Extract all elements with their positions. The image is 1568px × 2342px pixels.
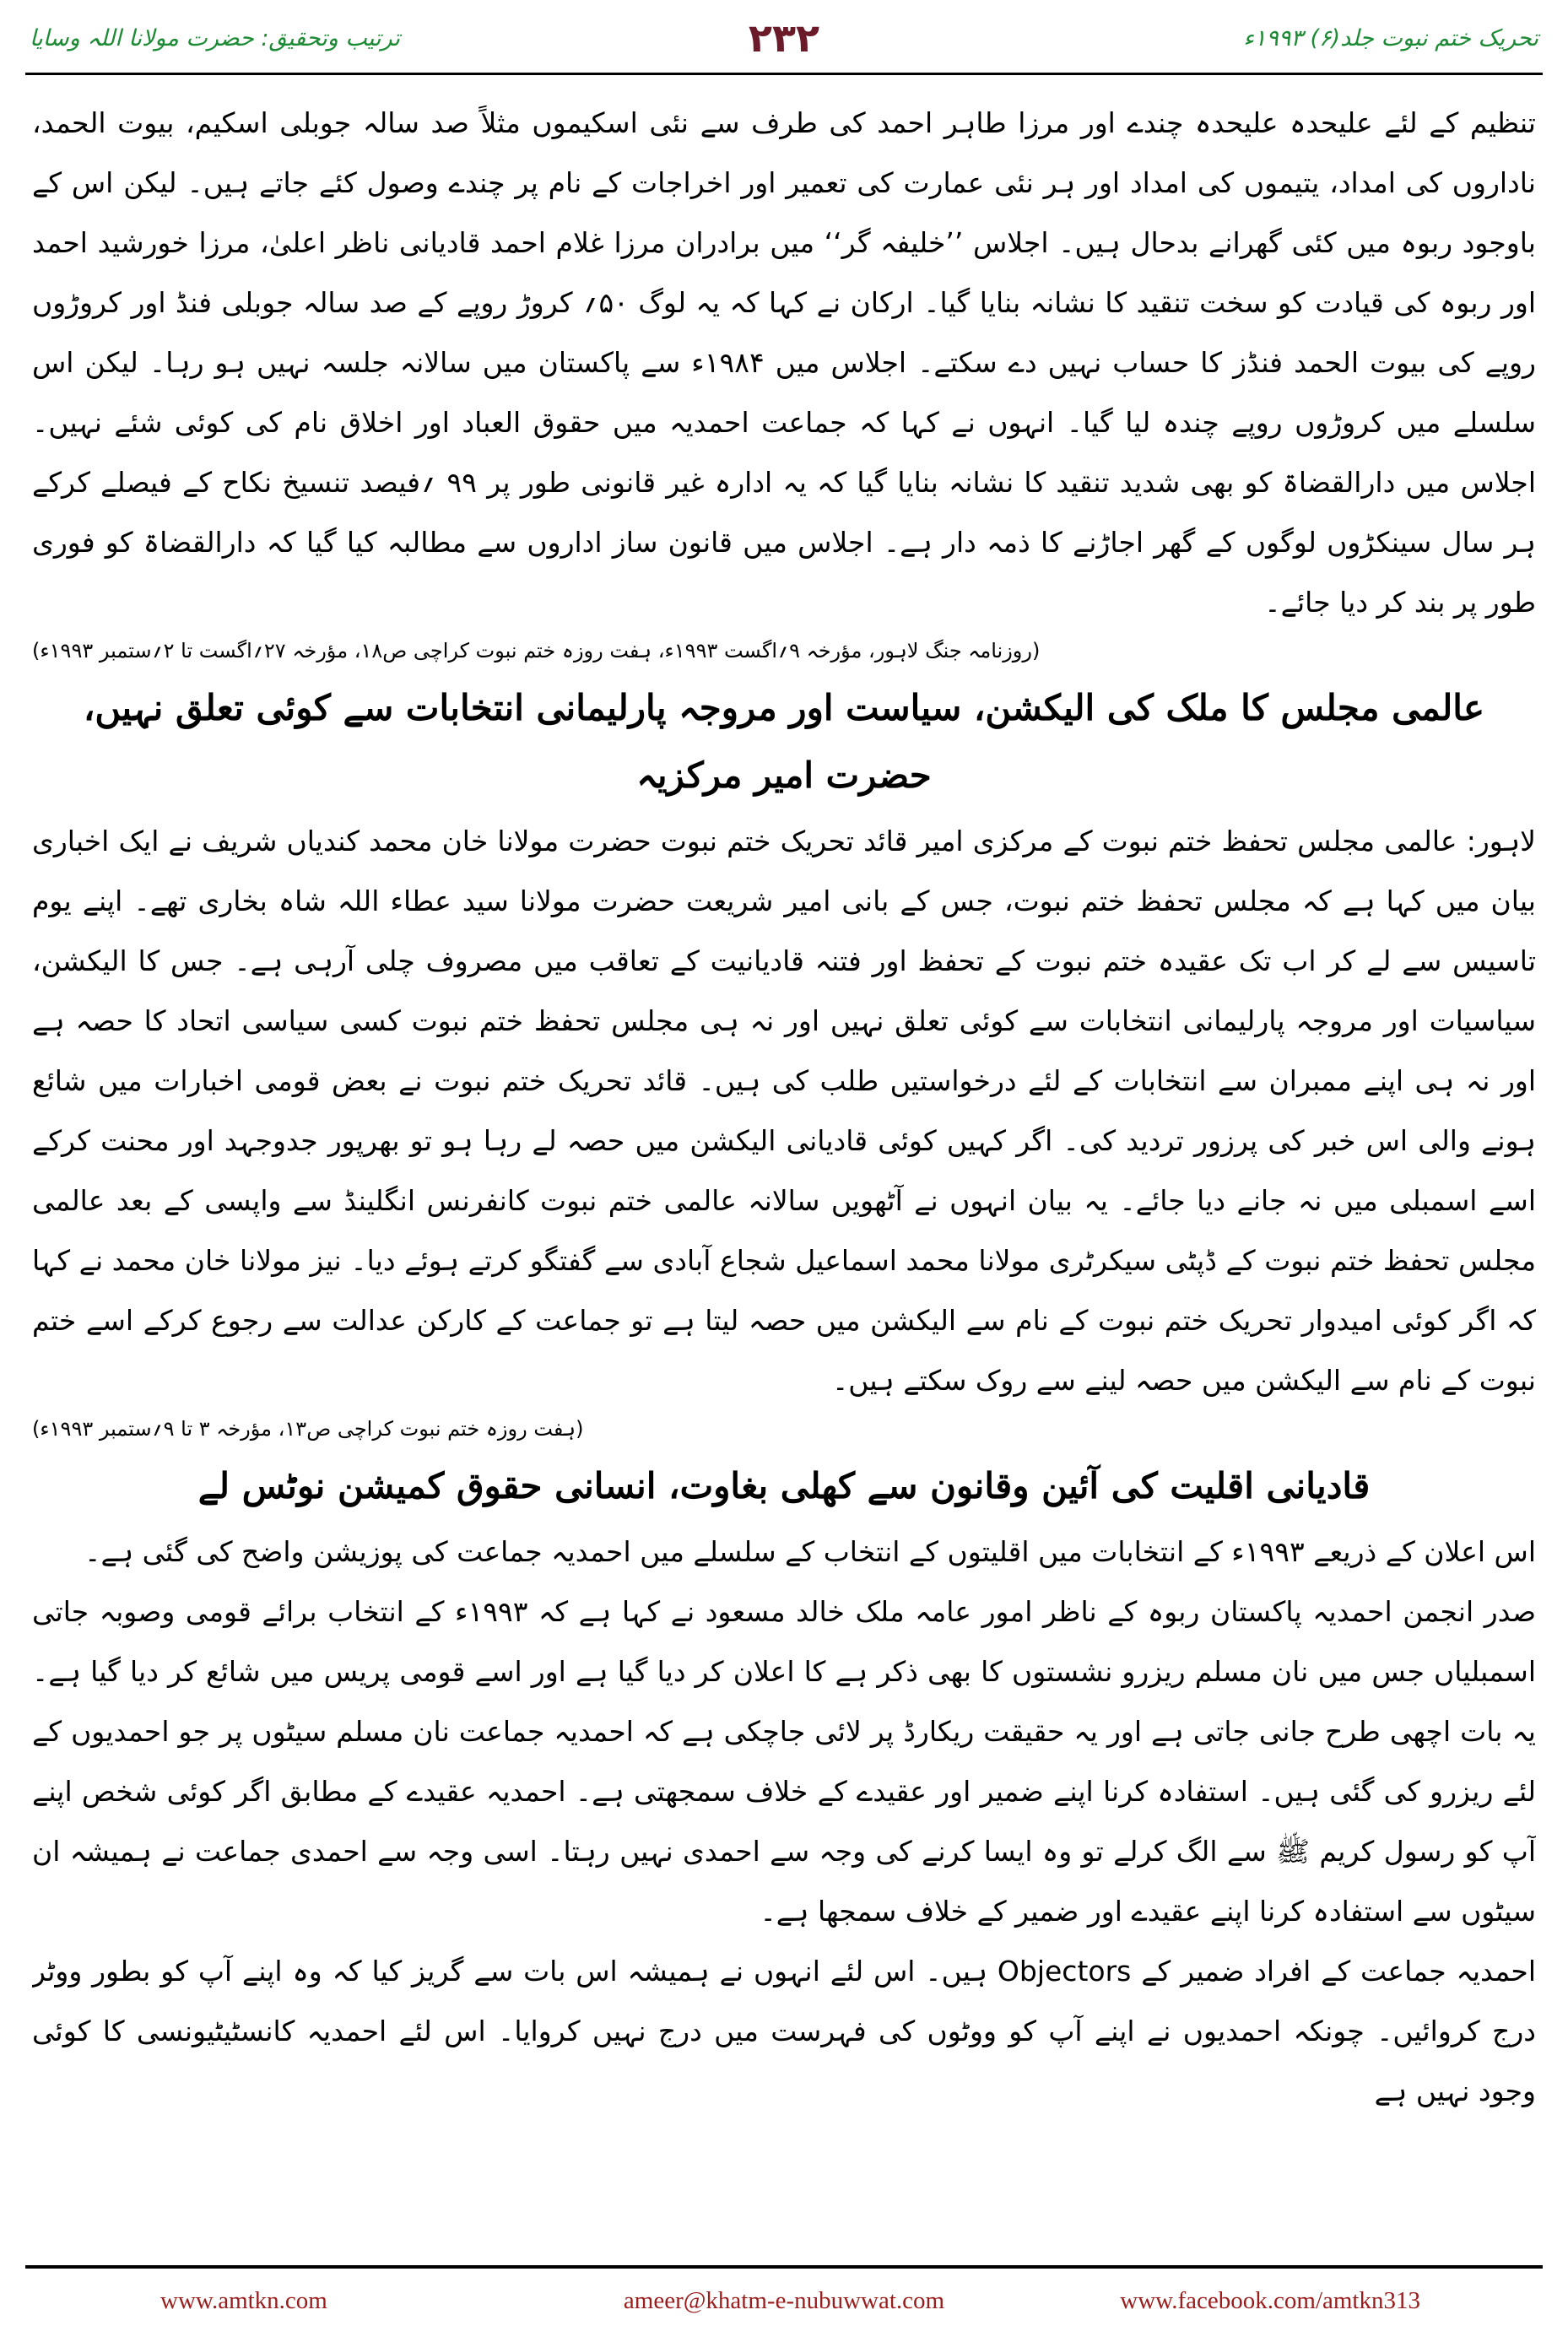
footer-website-link[interactable]: www.amtkn.com bbox=[160, 2287, 327, 2314]
section3-paragraph-3: احمدیہ جماعت کے افراد ضمیر کے Objectors ہیں۔ اس لئے انہوں نے ہمیشہ اس بات سے گریز کیا کہ وہ اپنے آپ کو بطور ووٹر درج کروائیں۔ چونکہ احمدیوں نے اپنے آپ کو ووٹوں کی فہرست میں درج نہیں کروایا۔ اس لئے احمدیہ کانسٹیٹیونسی کا کوئی وجود نہیں ہے bbox=[32, 1955, 1536, 2107]
section2-citation: (ہفت روزہ ختم نبوت کراچی ص۱۳، مؤرخہ ۳ تا ۹؍ستمبر ۱۹۹۳ء) bbox=[32, 1417, 584, 1441]
page-footer bbox=[0, 2262, 1568, 2342]
section2-heading: عالمی مجلس کا ملک کی الیکشن، سیاست اور مروجہ پارلیمانی انتخابات سے کوئی تعلق نہیں، حضرت امیر مرکزیہ bbox=[83, 687, 1485, 796]
header-divider bbox=[25, 73, 1543, 75]
section3-paragraph-2: صدر انجمن احمدیہ پاکستان ربوہ کے ناظر امور عامہ ملک خالد مسعود نے کہا ہے کہ ۱۹۹۳ء کے انتخاب برائے قومی وصوبہ جاتی اسمبلیاں جس میں نان مسلم ریزرو نشستوں کا بھی ذکر ہے کا اعلان کر دیا گیا ہے اور اسے قومی پریس میں شائع کر دیا گیا ہے۔ یہ بات اچھی طرح جانی جاتی ہے اور یہ حقیقت ریکارڈ پر لائی جاچکی ہے کہ احمدیہ جماعت نان مسلم سیٹوں پر جو احمدیوں کے لئے ریزرو کی گئی ہیں۔ استفادہ کرنا اپنے ضمیر اور عقیدے کے خلاف سمجھتی ہے۔ احمدیہ عقیدے کے مطابق اگر کوئی شخص اپنے آپ کو رسول کریم ﷺ سے الگ کرلے تو وہ ایسا کرنے کی وجہ سے احمدی نہیں رہتا۔ اسی وجہ سے احمدی جماعت نے ہمیشہ ان سیٹوں سے استفادہ کرنا اپنے عقیدے اور ضمیر کے خلاف سمجھا ہے۔ bbox=[32, 1595, 1536, 1928]
section1-citation: (روزنامہ جنگ لاہور، مؤرخہ ۹؍اگست ۱۹۹۳ء، ہفت روزہ ختم نبوت کراچی ص۱۸، مؤرخہ ۲۷؍اگست تا ۲؍ستمبر ۱۹۹۳ء) bbox=[32, 639, 1041, 663]
section1-paragraph: تنظیم کے لئے علیحدہ علیحدہ چندے اور مرزا طاہر احمد کی طرف سے نئی اسکیموں مثلاً صد سالہ جوبلی اسکیم، بیوت الحمد، ناداروں کی امداد، یتیموں کی امداد اور ہر نئی عمارت کی تعمیر اور اخراجات کے نام پر چندے وصول کئے جاتے ہیں۔ لیکن اس کے باوجود ربوہ میں کئی گھرانے بدحال ہیں۔ اجلاس ’’خلیفہ گر‘‘ میں برادران مرزا غلام احمد قادیانی ناظر اعلیٰ، مرزا خورشید احمد اور ربوہ کی قیادت کو سخت تنقید کا نشانہ بنایا گیا۔ ارکان نے کہا کہ یہ لوگ ۵۰؍ کروڑ روپے کے صد سالہ جوبلی فنڈ اور کروڑوں روپے کی بیوت الحمد فنڈز کا حساب نہیں دے سکتے۔ اجلاس میں ۱۹۸۴ء سے پاکستان میں سالانہ جلسہ نہیں ہو رہا۔ لیکن اس سلسلے میں کروڑوں روپے چندہ لیا گیا۔ انہوں نے کہا کہ جماعت احمدیہ میں حقوق العباد اور اخلاق نام کی کوئی شئے نہیں۔ اجلاس میں دارالقضاۃ کو بھی شدید تنقید کا نشانہ بنایا گیا کہ یہ ادارہ غیر قانونی طور پر ۹۹ ؍فیصد تنسیخ نکاح کے فیصلے کرکے ہر سال سینکڑوں لوگوں کے گھر اجاڑنے کا ذمہ دار ہے۔ اجلاس میں قانون ساز اداروں سے مطالبہ کیا گیا کہ دارالقضاۃ کو فوری طور پر بند کر دیا جائے۔ bbox=[32, 106, 1536, 619]
section3-heading: قادیانی اقلیت کی آئین وقانون سے کھلی بغاوت، انسانی حقوق کمیشن نوٹس لے bbox=[197, 1465, 1371, 1506]
section3-paragraph-1: اس اعلان کے ذریعے ۱۹۹۳ء کے انتخابات میں اقلیتوں کے انتخاب کے سلسلے میں احمدیہ جماعت کی پوزیشن واضح کی گئی ہے۔ bbox=[84, 1535, 1536, 1568]
page-number: ۲۳۲ bbox=[748, 15, 820, 61]
section2-paragraph: لاہور: عالمی مجلس تحفظ ختم نبوت کے مرکزی امیر قائد تحریک ختم نبوت حضرت مولانا خان محمد کندیاں شریف نے ایک اخباری بیان میں کہا ہے کہ مجلس تحفظ ختم نبوت، جس کے بانی امیر شریعت حضرت مولانا سید عطاء اللہ شاہ بخاری تھے۔ اپنے یوم تاسیس سے لے کر اب تک عقیدہ ختم نبوت کے تحفظ اور فتنہ قادیانیت کے تعاقب میں مصروف چلی آرہی ہے۔ جس کا الیکشن، سیاسیات اور مروجہ پارلیمانی انتخابات سے کوئی تعلق نہیں اور نہ ہی مجلس تحفظ ختم نبوت کسی سیاسی اتحاد کا حصہ ہے اور نہ ہی اپنے ممبران سے انتخابات کے لئے درخواستیں طلب کی ہیں۔ قائد تحریک ختم نبوت نے بعض قومی اخبارات میں شائع ہونے والی اس خبر کی پرزور تردید کی۔ اگر کہیں کوئی قادیانی الیکشن میں حصہ لے رہا ہو تو بھرپور جدوجہد اور محنت کرکے اسے اسمبلی میں نہ جانے دیا جائے۔ یہ بیان انہوں نے آٹھویں سالانہ عالمی ختم نبوت کانفرنس انگلینڈ سے واپسی کے بعد عالمی مجلس تحفظ ختم نبوت کے ڈپٹی سیکرٹری مولانا محمد اسماعیل شجاع آبادی سے گفتگو کرتے ہوئے دیا۔ نیز مولانا خان محمد نے کہا کہ اگر کوئی امیدوار تحریک ختم نبوت کے نام سے الیکشن میں حصہ لیتا ہے تو جماعت کے کارکن عدالت سے رجوع کرکے اسے ختم نبوت کے نام سے الیکشن میں حصہ لینے سے روک سکتے ہیں۔ bbox=[32, 825, 1536, 1397]
page-header bbox=[0, 0, 1568, 84]
page-content bbox=[32, 93, 1536, 2253]
footer-divider bbox=[25, 2265, 1543, 2269]
header-book-title: تحریک ختم نبوت جلد(۶) ۱۹۹۳ء bbox=[1243, 25, 1538, 51]
footer-facebook-link[interactable]: www.facebook.com/amtkn313 bbox=[1120, 2287, 1420, 2314]
header-compiler: ترتیب وتحقیق: حضرت مولانا اللہ وسایا bbox=[30, 25, 400, 51]
footer-email-link[interactable]: ameer@khatm-e-nubuwwat.com bbox=[623, 2287, 945, 2314]
